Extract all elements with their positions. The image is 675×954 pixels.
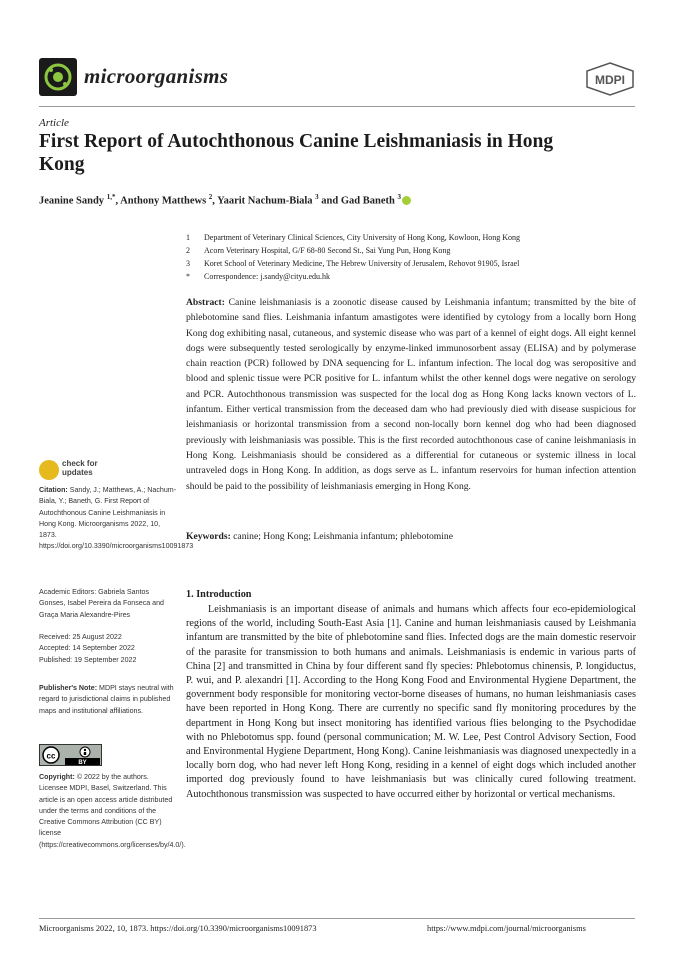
publisher-note [39, 683, 177, 717]
by-label: BY [78, 760, 87, 765]
academic-editors: Academic Editors: Gabriela Santos Gonses, Isabel Pereira da Fonseca and Graça Maria Alexandre-Pires [39, 588, 165, 619]
affiliation-item [186, 270, 636, 283]
keywords-text: canine; Hong Kong; Leishmania infantum; phlebotomine [233, 531, 453, 542]
affiliation-num: 3 [186, 259, 190, 268]
publisher-note-label: Publisher's Note: [39, 684, 98, 692]
copyright-text: © 2022 by the authors. Licensee MDPI, Basel, Switzerland. This article is an open access article distributed under the terms and conditions of the Creative Commons Attribution (CC BY) license (https://creativecommons.org/licenses/by/4.0/). [39, 773, 186, 849]
author-name[interactable]: Jeanine Sandy [39, 195, 105, 207]
footer-citation[interactable]: Microorganisms 2022, 10, 1873. https://doi.org/10.3390/microorganisms10091873 [39, 924, 317, 933]
accepted-date: Accepted: 14 September 2022 [39, 644, 135, 653]
citation-text: Sandy, J.; Matthews, A.; Nachum-Biala, Y.; Baneth, G. First Report of Autochthonous Canine Leishmaniasis in Hong Kong. Microorganisms 2022, 10, 1873. https://doi.org/10.3390/microorganisms10091873 [39, 486, 194, 551]
author-name[interactable]: Gad Baneth [340, 195, 395, 207]
abstract-text: Canine leishmaniasis is a zoonotic disease caused by Leishmania infantum; transmitted by the bite of phlebotomine sand flies. Leishmania infantum amastigotes were identified by cytology from a locally born Hong Kong dog exhibiting nasal, cutaneous, and systemic disease who was part of a kennel of eight dogs. All eight kennel dogs were subsequently tested serologically by enzyme-linked immunosorbent assay (ELISA) and by polymerase chain reaction (PCR) followed by DNA sequencing for L. infantum infection. The local dog was seropositive and blood and splenic tissue were PCR positive for L. infantum whilst the other kennel dogs were negative on serology and PCR. Autochthonous transmission was suspected for the local dog as Hong Kong lacks known vectors of L. infantum. Either vertical transmission from the deceased dam who had previously died with disease suspicious for leishmaniasis or horizontal transmission from a second non-locally born kennel dog who had been diagnosed previously with leishmaniasis was possible. This is the first recorded autochthonous case of canine leishmaniasis in Hong Kong. Leishmaniasis should be considered as a differential for cutaneous or systemic illness in local untraveled dogs in Hong Kong. In addition, as dogs serve as L. infantum reservoirs for human infection attention should be paid to the possibility of leishmaniasis emerging in Hong Kong. [186, 297, 636, 492]
section-heading: 1. Introduction [186, 589, 252, 600]
check-line-1: check for [62, 459, 98, 468]
keywords-label: Keywords: [186, 531, 231, 542]
journal-name: microorganisms [84, 64, 229, 88]
affiliation-num: 2 [186, 246, 190, 255]
citation-block [39, 485, 194, 553]
article-type: Article [39, 117, 69, 129]
affiliation-item [186, 231, 636, 244]
published-date: Published: 19 September 2022 [39, 655, 137, 664]
check-line-2: updates [62, 468, 93, 477]
affiliations [186, 231, 636, 283]
cc-by-license-badge[interactable] [39, 744, 102, 766]
mdpi-logo-text: MDPI [595, 73, 625, 87]
author-list: Jeanine Sandy $^{1,*}$, Anthony Matthews $^2$, Yaarit Nachum-Biala $^3$ and Gad Baneth $^3$ [39, 193, 411, 207]
affiliation-text: Koret School of Veterinary Medicine, The Hebrew University of Jerusalem, Rehovot 91905, Israel [204, 259, 520, 268]
mdpi-logo [585, 62, 635, 96]
affiliation-num: 1 [186, 233, 190, 242]
author-name[interactable]: Yaarit Nachum-Biala [217, 195, 313, 207]
copyright-block [39, 772, 186, 851]
author-affil-sup: 2 [208, 193, 213, 201]
author-affil-sup: 3 [397, 193, 401, 201]
footer-divider [39, 918, 635, 919]
correspondence-email[interactable]: Correspondence: j.sandy@cityu.edu.hk [204, 272, 331, 281]
journal-logo [39, 58, 77, 96]
citation-label: Citation: [39, 486, 68, 494]
keywords [186, 531, 636, 542]
author-affil-sup: 1,* [106, 193, 116, 201]
copyright-label: Copyright: [39, 773, 75, 781]
intro-paragraph: Leishmaniasis is an important disease of animals and humans which affects four eco-epidemiological regions of the world, including South-East Asia [1]. Canine and human leishmaniasis caused by Leishmania infantum are transmitted by the bite of phlebotomine sand flies. Infected dogs are the main domestic reservoir of the parasite for transmission to both humans and animals. Leishmaniasis is endemic in various parts of China [2] and transmitted in China by four different sand fly species: Phlebotomus chinensis, P. longiductus, P. wui, and P. alexandri [1]. According to the Hong Kong Food and Environmental Hygiene Department, the government body responsible for monitoring vector-borne diseases of humans, no human leishmaniasis cases have been reported in Hong Kong. There are currently no specific sand fly monitoring procedures by the department in Hong Kong but insect monitoring has identified various flies belonging to the Psychodidae with no Phlebotomus spp. found (personal communication; M. W. Lee, Pest Control Advisory Section, Food and Environmental Hygiene Department, Hong Kong). Canine leishmaniasis was diagnosed unexpectedly in a locally born dog, who had never left Hong Kong, residing in a kennel of eight dogs which included another imported dog previously found to have leishmaniasis but was clinically cured following treatment. Autochthonous transmission was suspected to have occurred either by horizontal or vertical mechanisms. [186, 604, 636, 800]
affiliation-num: * [186, 272, 190, 281]
author-name[interactable]: Anthony Matthews [120, 195, 207, 207]
author-affil-sup: 3 [315, 193, 319, 201]
cc-label: cc [46, 751, 56, 761]
abstract [186, 295, 636, 494]
affiliation-text: Department of Veterinary Clinical Sciences, City University of Hong Kong, Kowloon, Hong Kong [204, 233, 521, 242]
affiliation-item [186, 244, 636, 257]
publication-dates [39, 632, 177, 666]
article-title: First Report of Autochthonous Canine Leishmaniasis in Hong Kong [39, 131, 554, 175]
check-for-updates-link[interactable] [62, 459, 98, 477]
check-for-updates-icon[interactable] [39, 460, 59, 480]
header-divider [39, 106, 635, 107]
orcid-icon[interactable] [402, 196, 411, 205]
abstract-label: Abstract: [186, 297, 225, 308]
received-date: Received: 25 August 2022 [39, 633, 122, 641]
affiliation-item [186, 257, 636, 270]
footer-journal-url[interactable]: https://www.mdpi.com/journal/microorganisms [427, 924, 586, 933]
affiliation-text: Acorn Veterinary Hospital, G/F 68-80 Second St., Sai Yung Pun, Hong Kong [204, 246, 451, 255]
publisher-note-text: MDPI stays neutral with regard to jurisdictional claims in published maps and institutional affiliations. [39, 684, 174, 715]
